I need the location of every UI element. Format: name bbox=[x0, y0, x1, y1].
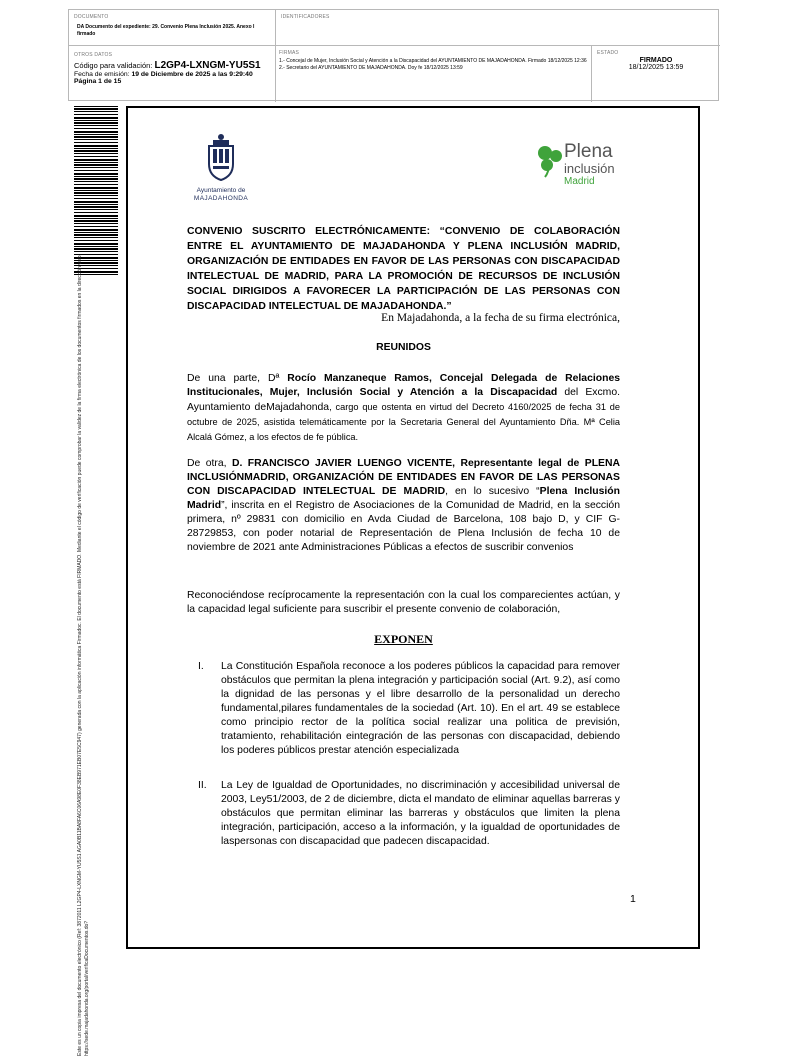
signature-2: 2.- Secretario del AYUNTAMIENTO DE MAJADAHONDA. Doy fe 18/12/2025 13:59 bbox=[279, 65, 463, 71]
list-item bbox=[198, 779, 620, 849]
status-date: 18/12/2025 13:59 bbox=[628, 64, 684, 71]
p2-quote: Plena Inclusión Madrid bbox=[187, 486, 621, 511]
p1-after: del Excmo. Ayuntamiento deMajadahonda bbox=[187, 387, 620, 413]
party-one-paragraph bbox=[187, 372, 620, 445]
ayuntamiento-logo bbox=[186, 132, 256, 203]
document-cell bbox=[69, 10, 276, 46]
emission-date: 19 de Diciembre de 2025 a las 9:29:40 bbox=[131, 71, 253, 78]
ayto-line1: Ayuntamiento de bbox=[196, 187, 246, 194]
agreement-title: CONVENIO SUSCRITO ELECTRÓNICAMENTE: “CONVENIO DE COLABORACIÓN ENTRE EL AYUNTAMIENTO DE MAJADAHONDA Y PLENA INCLUSIÓN MADRID, ORGANIZACIÓN DE ENTIDADES EN FAVOR DE LAS PERSONAS CON DISCAPACIDAD INTELECTUAL DE MADRID, PARA LA PROMOCIÓN DE RECURSOS DE INCLUSIÓN SOCIAL DIRIGIDOS A FAVORECER LA PARTICIPACIÓN DE LAS PERSONAS CON DISCAPACIDAD INTELECTUAL DE MAJADAHONDA.” bbox=[187, 226, 620, 312]
p2-bold: D. FRANCISCO JAVIER LUENGO VICENTE, Representante legal de PLENA INCLUSIÓNMADRID, ORGANIZACIÓN DE ENTIDADES EN FAVOR DE LAS PERSONAS CON DISCAPACIDAD INTELECTUAL DE MADRID bbox=[187, 458, 620, 497]
signature-header bbox=[68, 9, 719, 101]
list-item bbox=[198, 660, 620, 758]
p1-role: , Concejal Delegada de Relaciones Institucionales, Mujer, Inclusión Social y Atención a la Discapacidad bbox=[187, 373, 621, 398]
crest-icon bbox=[204, 132, 238, 182]
list-item-text: La Constitución Española reconoce a los poderes públicos la capacidad para remover obstáculos que permitan la plena integración y participación social (Art. 9.2), así como la dignidad de las personas y el libre desarrollo de la personalidad un derecho fundamental,pilares fundamentales de la sociedad (Art. 10). En el art. 49 se establece como principio rector de la política social realizar una politica de previsión, tratamiento, rehabilitación eintegración de las personas con discapacidad, debiendo los poderes públicos prestar atención especializada bbox=[221, 661, 620, 756]
signatures-label: FIRMAS bbox=[279, 50, 300, 56]
place-date: En Majadahonda, a la fecha de su firma electrónica, bbox=[381, 312, 620, 324]
status-cell bbox=[592, 46, 720, 102]
document-label: DOCUMENTO bbox=[74, 14, 109, 20]
page-info: Página 1 de 15 bbox=[74, 78, 122, 85]
document-name: DA Documento del expediente: 29. Convenio Plena Inclusión 2025. Anexo I firmado bbox=[77, 24, 255, 37]
p1-pre: De una parte, Dª bbox=[187, 373, 288, 384]
party-two-paragraph bbox=[187, 457, 620, 555]
other-data-cell bbox=[69, 46, 276, 102]
madrid-word: Madrid bbox=[564, 176, 595, 187]
plena-word: Plena bbox=[564, 141, 613, 162]
page-number: 1 bbox=[630, 893, 636, 905]
signature-1: 1.- Concejal de Mujer, Inclusión Social y Atención a la Discapacidad del AYUNTAMIENTO DE MAJADAHONDA. Firmado 18/12/2025 12:36 bbox=[279, 58, 587, 64]
list-item-number: II. bbox=[198, 780, 207, 791]
p2-mid: , en lo sucesivo “ bbox=[445, 486, 540, 497]
emission-prefix: Fecha de emisión: bbox=[74, 71, 130, 78]
other-data-label: OTROS DATOS bbox=[74, 52, 113, 58]
p1-rest: , cargo que ostenta en virtud del Decreto 4160/2025 de fecha 31 de octubre de 2025, asistida telemáticamente por la Secretaria General del Ayuntamiento Dña. Mª Celia Alcalá Gómez, a los efectos de fe pública. bbox=[187, 402, 621, 442]
reunidos-heading: REUNIDOS bbox=[376, 342, 431, 353]
exponen-heading: EXPONEN bbox=[374, 632, 433, 646]
p1-name: Rocío Manzaneque Ramos bbox=[287, 373, 429, 384]
p2-pre: De otra, bbox=[187, 458, 232, 469]
ayto-line2: MAJADAHONDA bbox=[193, 195, 249, 202]
verification-note: Este es un copia impresa del documento electrónico (Ref: 3872011 L2GP4-LXNGM-YU5S1 AGA0B11BA8FA6C06A98E0F38EB971EB07E5C947) generada con la aplicación informática Firmadoc. El documento está FIRMADO. Mediante el código de verificación puede comprobar la validez de la firma electrónica de los documentos firmados en la dirección web: https://sede.majadahonda.org/portal/verificaDocumentos.do? bbox=[77, 254, 90, 1056]
p2-rest: ”, inscrita en el Registro de Asociaciones de la Comunidad de Madrid, en la sección primera, nº 29831 con domicilio en Avda Ciudad de Barcelona, 108 bajo D, y CIF G-28729853, con poder notarial de Representación de Plena Inclusión de fecha 10 de noviembre de 2021 ante Administraciones Públicas a efectos de suscribir convenios bbox=[187, 500, 620, 553]
list-item-number: I. bbox=[198, 661, 204, 672]
signatures-cell bbox=[276, 46, 592, 102]
validation-code[interactable]: L2GP4-LXNGM-YU5S1 bbox=[154, 60, 261, 71]
status-value: FIRMADO bbox=[639, 57, 673, 64]
recognition-paragraph: Reconociéndose recíprocamente la representación con la cual los comparecientes actúan, y la capacidad legal suficiente para suscribir el presente convenio de colaboración, bbox=[187, 590, 620, 615]
inclusion-word: inclusión bbox=[564, 161, 615, 176]
clover-icon bbox=[535, 144, 565, 178]
identifiers-cell bbox=[276, 10, 720, 46]
status-label: ESTADO bbox=[597, 50, 619, 56]
identifiers-label: IDENTIFICADORES bbox=[281, 14, 330, 20]
validation-prefix: Código para validación: bbox=[74, 61, 153, 70]
list-item-text: La Ley de Igualdad de Oportunidades, no discriminación y accesibilidad universal de 2003, Ley51/2003, de 2 de diciembre, dicta el mandato de eliminar aquellas barreras y obstáculos que permitan eliminar las barreras y obstáculos que limiten la plena integración, participación, acceso a la información, y la igualdad de oportunidades de laspersonas con discapacidad que padecen discapacidad. bbox=[221, 780, 620, 847]
plena-inclusion-logo bbox=[535, 140, 635, 192]
